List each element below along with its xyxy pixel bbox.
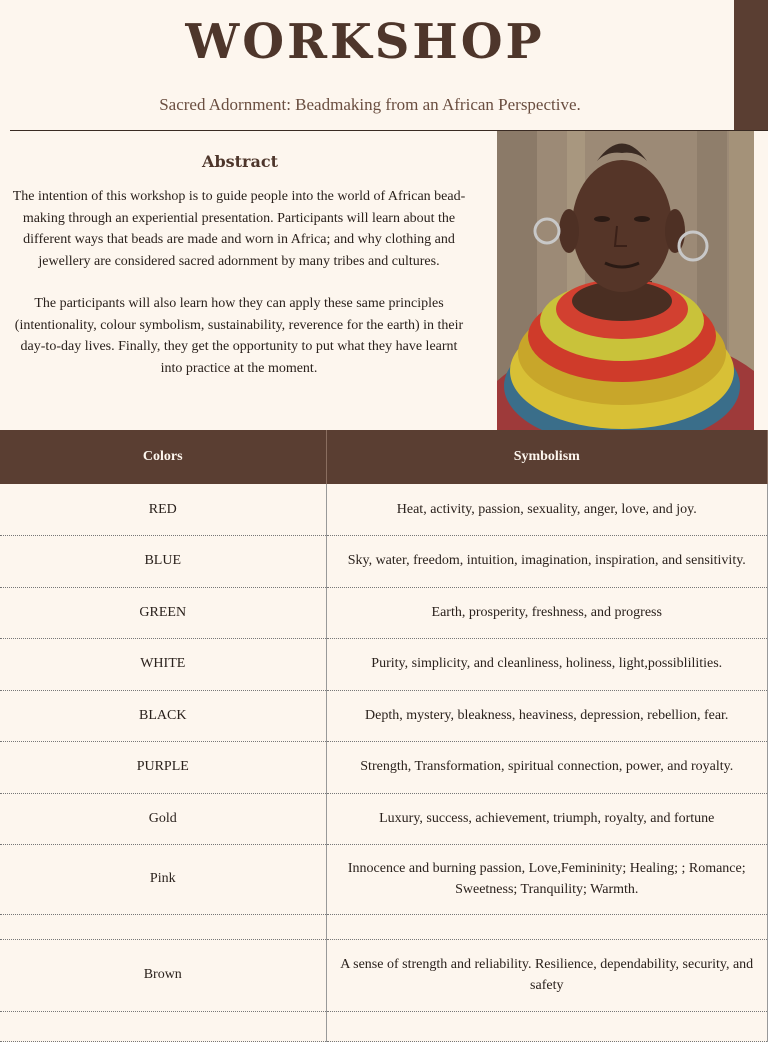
table-row [0, 587, 768, 638]
meaning-cell: Luxury, success, achievement, triumph, royalty, and fortune [326, 793, 768, 844]
table-row [0, 484, 768, 535]
table-row [0, 793, 768, 844]
meaning-cell: Earth, prosperity, freshness, and progress [326, 587, 768, 638]
header-symbolism: Symbolism [326, 430, 768, 484]
meaning-cell: Depth, mystery, bleakness, heaviness, depression, rebellion, fear. [326, 690, 768, 741]
table-row [0, 741, 768, 793]
color-cell: PURPLE [0, 741, 326, 793]
abstract-paragraph-1: The intention of this workshop is to guide people into the world of African bead-making through an experiential presentation. Participants will learn about the different ways that beads are made and worn in Africa; and why clothing and jewellery are considered sacred adornment by many tribes and cultures. [12, 189, 466, 269]
color-cell: Pink [0, 844, 326, 914]
color-cell: GREEN [0, 587, 326, 638]
table-row [0, 690, 768, 741]
header-colors: Colors [0, 430, 326, 484]
color-cell: BLACK [0, 690, 326, 741]
table-row [0, 1011, 768, 1041]
meaning-cell: Innocence and burning passion, Love,Femininity; Healing; ; Romance; Sweetness; Tranquility; Warmth. [326, 844, 768, 914]
abstract-paragraph-2: The participants will also learn how they can apply these same principles (intentionality, colour symbolism, sustainability, reverence for the earth) in their day-to-day lives. Finally, they get the opportunity to put what they have learnt into practice at the moment. [14, 296, 464, 376]
table-row [0, 939, 768, 1011]
page-subtitle: Sacred Adornment: Beadmaking from an African Perspective. [159, 95, 581, 114]
meaning-cell: Heat, activity, passion, sexuality, anger, love, and joy. [326, 484, 768, 535]
color-cell: WHITE [0, 638, 326, 690]
table-row [0, 638, 768, 690]
color-cell: RED [0, 484, 326, 535]
table-spacer-row [0, 914, 768, 939]
meaning-cell: Sky, water, freedom, intuition, imagination, inspiration, and sensitivity. [326, 535, 768, 587]
page-title: WORKSHOP [185, 14, 545, 70]
abstract-body [8, 186, 470, 400]
table-header-row [0, 430, 768, 484]
meaning-cell: A sense of strength and reliability. Resilience, dependability, security, and safety [326, 939, 768, 1011]
color-cell: Gold [0, 793, 326, 844]
meaning-cell: Purity, simplicity, and cleanliness, holiness, light,possiblilities. [326, 638, 768, 690]
meaning-cell: Strength, Transformation, spiritual connection, power, and royalty. [326, 741, 768, 793]
color-cell: Brown [0, 939, 326, 1011]
table-row [0, 535, 768, 587]
abstract-heading: Abstract [202, 152, 278, 171]
portrait-photo [497, 131, 754, 430]
color-symbolism-table [0, 430, 768, 1042]
color-cell: BLUE [0, 535, 326, 587]
table-row [0, 844, 768, 914]
